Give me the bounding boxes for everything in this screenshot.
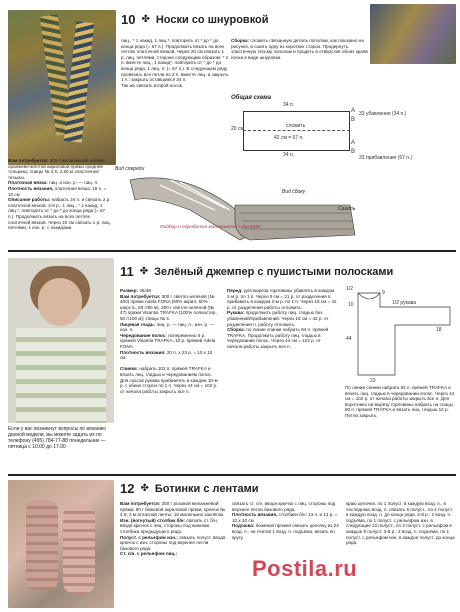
relief-stitch-heading: Ст. с/н. с рельефом лиц.: [120, 551, 178, 557]
section-number: 10 [121, 12, 136, 27]
density-heading: Плотность вязания: [120, 349, 166, 355]
density-text: столбики б/н: 13 п. и 14 р. = 10 x 10 см [232, 512, 338, 523]
sock-drawing-side [230, 195, 360, 250]
scheme-bottom-label: 34 п. [283, 152, 295, 158]
materials-text: 300 г светло-зелёной (№ 400) пряжи Adela FONA (50% акрил, 50% шерсть, 50 г/90 м), 200 г светло-зелёной (№ 47) пряжи Visantia TRAFKA (100% полиэстер, 50 г/100 м); спицы № 4. [120, 293, 217, 321]
section-11-col1 [120, 288, 220, 394]
socks-photo-right [370, 4, 456, 64]
assembly-text: по линии спинки набрать 94 п. пряжей TRAFKA. Продолжить работу лиц. гладью в чередовании полос. Через 44 см = 102 р. от начала работы закрыть все п. [227, 327, 329, 349]
decrease-label: 33 убавления (34 п.) [359, 111, 407, 117]
density-heading: Плотность вязания, [232, 512, 278, 518]
boots-photo [8, 480, 114, 608]
pattern-text: лиц. и изн. р. — лиц. п. [49, 180, 99, 186]
phone-note: Если у вас возникнут вопросы по вязанию данной модели, вы можете задать их по телефону (495) 784-77-88 понедельник — пятница с 10.00 до 17.00 [8, 426, 107, 450]
sew-label: Сшить [338, 206, 356, 212]
materials-heading: Вам потребуется: [8, 158, 49, 163]
socks-photo-left [8, 10, 116, 165]
section-title: Носки со шнуровкой [155, 13, 269, 26]
section-12-col3: краю цепочки, по 1 полуст. в каждую возд. п., в последнюю возд. п. связать 5 полуст., по 1 полуст. в каждую возд. п. до конца ряда. 2-й р.: 2 возд. п. подъёма, по 1 полуст. с рельефом изн. в следующие 22 полуст., по 2 полуст. с рельефом в каждые 5 полуст. 3-й р.: 2 возд. п. подъёма, по 1 полуст. с рельефом изн. в каждое полуст. до конца ряда. [346, 501, 455, 546]
section-10-assembly [231, 38, 371, 60]
increase-label: 33 прибавления (67 п.) [359, 155, 413, 161]
desc-text-2: Так же связать второй носок. [121, 82, 184, 88]
scheme-rect [243, 111, 350, 151]
point-b-top: B [351, 117, 356, 123]
section-10-desc-col1 [121, 38, 229, 88]
face-heading: Лицевая гладь: [120, 321, 156, 327]
face-text: лиц. р. — лиц. п., изн. р. — изн. п. [120, 321, 215, 333]
pattern-sleeve-label: 1/2 рукава [392, 300, 417, 306]
section-11-header [120, 264, 393, 279]
section-12-col1 [120, 501, 228, 557]
stitch-text: связать ст. б/н, вводя крючок с лиц. стороны под нижнюю столбика предыдущего ряда. [120, 517, 219, 534]
scheme-top-label: 34 п. [283, 102, 295, 108]
site-watermark: Postila.ru [252, 556, 358, 581]
size-heading: Размер: [120, 288, 139, 293]
jumper-photo [8, 258, 114, 423]
section-12-col2 [232, 501, 342, 540]
height-label: 20 см [231, 126, 244, 132]
front-heading: Перед: [227, 288, 243, 293]
section-number: 12 [120, 481, 135, 496]
materials-heading: Вам потребуется: [120, 293, 161, 299]
front-text: для выреза горловины убавлять в каждом 2-м р. по 1 п. Через 9 см = 21 р. от разделения п. прибавить в каждом 2-м р. по 1 п. Через 18 см = 42 р. от разделения работы отложить. [227, 288, 337, 310]
section-title: Зелёный джемпер с пушистыми полосками [154, 265, 394, 278]
scheme-heading: Общая схема [231, 95, 272, 101]
sleeve-text: продолжить работу лиц. гладью без убавлений/прибавлений. Через 18 см = 42 р. от разделения п. работу отложить. [227, 310, 329, 327]
relief-stitch-text: связать ст. с/н, вводя крючок с лиц. стороны под верхнее петли базового ряда. [232, 501, 336, 512]
section-number: 11 [120, 264, 134, 279]
view-side-label: Вид сбоку [282, 189, 306, 195]
density-heading: Плотность вязания, [8, 185, 54, 191]
desc-text: лиц., * 1 накид, 1 лиц.*, повторить от * до * до конца ряда (= 67 п.). Продолжать вязать на всех петлях платочной вязкой. Через 20 см связать 1 р. лиц. петлями, стороне следующим образом: * 2 п. вместе лиц., 1 накид*, повторить от * до * до конца ряда, 1 лиц. п. (= 67 п.). В следующем ряду провязать все петли по 2 п. вместе лиц. и закрыть 1 п.; закрыть оставшиеся 34 п. [121, 38, 229, 83]
point-a-bottom: A [351, 140, 356, 146]
fold-label: сложить [286, 123, 306, 129]
materials-text: 300 г меланжевой зелёно-оранжево-жёлтой акриловой пряжи средней толщины; спицы № 4,5; 2,50 м эластичной тесьмы. [8, 158, 106, 180]
sleeve-heading: Рукава: [227, 310, 245, 316]
alternation-heading: Чередование полос: [120, 332, 167, 338]
view-front-label: Вид спереди [115, 166, 145, 172]
pattern-width-label: 23 [370, 378, 376, 384]
assembly-heading: Сборка: [227, 327, 246, 333]
pattern-h3-label: 18 [436, 327, 442, 333]
section-10-header [121, 12, 269, 27]
sole-text: бежевой пряжей связать цепочку из 24 возд. п., не считая 1 возд. п. подъёма, вязать по кругу. [232, 523, 339, 540]
editor-watermark: Подбор и обработка материалов • ДиНаМа [160, 225, 261, 230]
stitch-heading: Изн. (вогнутый) столбик б/н: [120, 517, 186, 523]
section-11-col2 [227, 288, 337, 350]
pattern-heading: Платочная вязка: [8, 180, 48, 186]
pattern-neck-label: 1/2 [346, 286, 353, 292]
clover-icon: ✤ [140, 483, 149, 494]
sole-heading: Подошва: [232, 523, 255, 529]
assembly-text: сложить связанную деталь пополам, как показано на рисунке, и сшить одну из коротких сторон. Продернуть эластичную тесьму пополам и продеть в отверстия обоих краёв носка в виде шнуровки. [231, 38, 368, 60]
pattern-h2-label: 44 [346, 336, 352, 342]
back-heading: Спинка: [120, 366, 139, 372]
section-12-header [120, 481, 259, 496]
assembly-heading: Сборка: [231, 38, 250, 43]
section-divider [8, 474, 456, 476]
section-10-materials [8, 158, 112, 231]
relief-heading: Полуст. с рельефом изн.: [120, 534, 178, 540]
materials-heading: Вам потребуется: [120, 501, 161, 506]
section-divider [8, 250, 456, 252]
pattern-h4-label: 9 [382, 290, 385, 296]
clover-icon: ✤ [139, 266, 149, 277]
clover-icon: ✤ [141, 14, 150, 25]
mid-label: 42 см = 67 п. [274, 135, 304, 141]
point-b-bottom: B [351, 149, 356, 155]
point-a-top: A [351, 108, 356, 114]
density-text: 20 п. x 23 р. = 10 x 10 см. [120, 349, 213, 361]
fold-line [243, 130, 350, 131]
section-title: Ботинки с лентами [154, 482, 259, 495]
desc-intro: набрать 34 п. и связать 2 р. платочной вязкой. 3-й р.: 1 лиц., * 1 накид, 1 лиц.*, повторить от * до * до конца ряда (= 67 п.). Продолжать вязать на всех петлях платочной вязкой. Через 20 см связать 1 р. лиц. петлями, 1 изн. р. с накидами. [8, 197, 111, 231]
back-text: набрать 102 п. пряжей TRAFKA и вязать лиц. гладью и чередованием полос. Для скосов рукава прибавлять в каждом 10-м р. с обеих сторон по 1 п. Через 44 см = 102 р. от начала работы закрыть все п. [120, 366, 218, 394]
materials-text: 250 г розовой меланжевой пряжи; 80 г бежевой акриловой пряжи; крючок № 4,5; 2 м атласной ленты; 16 маленьких заклёпок. [120, 501, 226, 518]
alternation-text: попеременно 6 р. пряжей Visantia TRAFKA, 10 р. пряжей Adela FONA. [120, 332, 216, 349]
density-text: платочная вязка: 16 п. = 10 см [8, 185, 107, 197]
desc-heading: Описание работы: [8, 197, 51, 203]
size-text: 46/48 [139, 288, 151, 293]
pattern-h1-label: 10 [348, 302, 354, 308]
section-11-side-note: По линии спинки набрать 94 п. пряжей TRAFKA и вязать лиц. гладью в чередовании полос. Через 44 см = 102 р. от начала работы закрыть все п. Для воротника на вырезу горловины набрать на спицы 80 п. пряжей TRAFKA и вязать лиц. гладью 12 р. Петли закрыть. [345, 385, 455, 418]
relief-text: связать полуст. вводя крючок с изн. стороны под верхнее петли базового ряда. [120, 534, 226, 551]
